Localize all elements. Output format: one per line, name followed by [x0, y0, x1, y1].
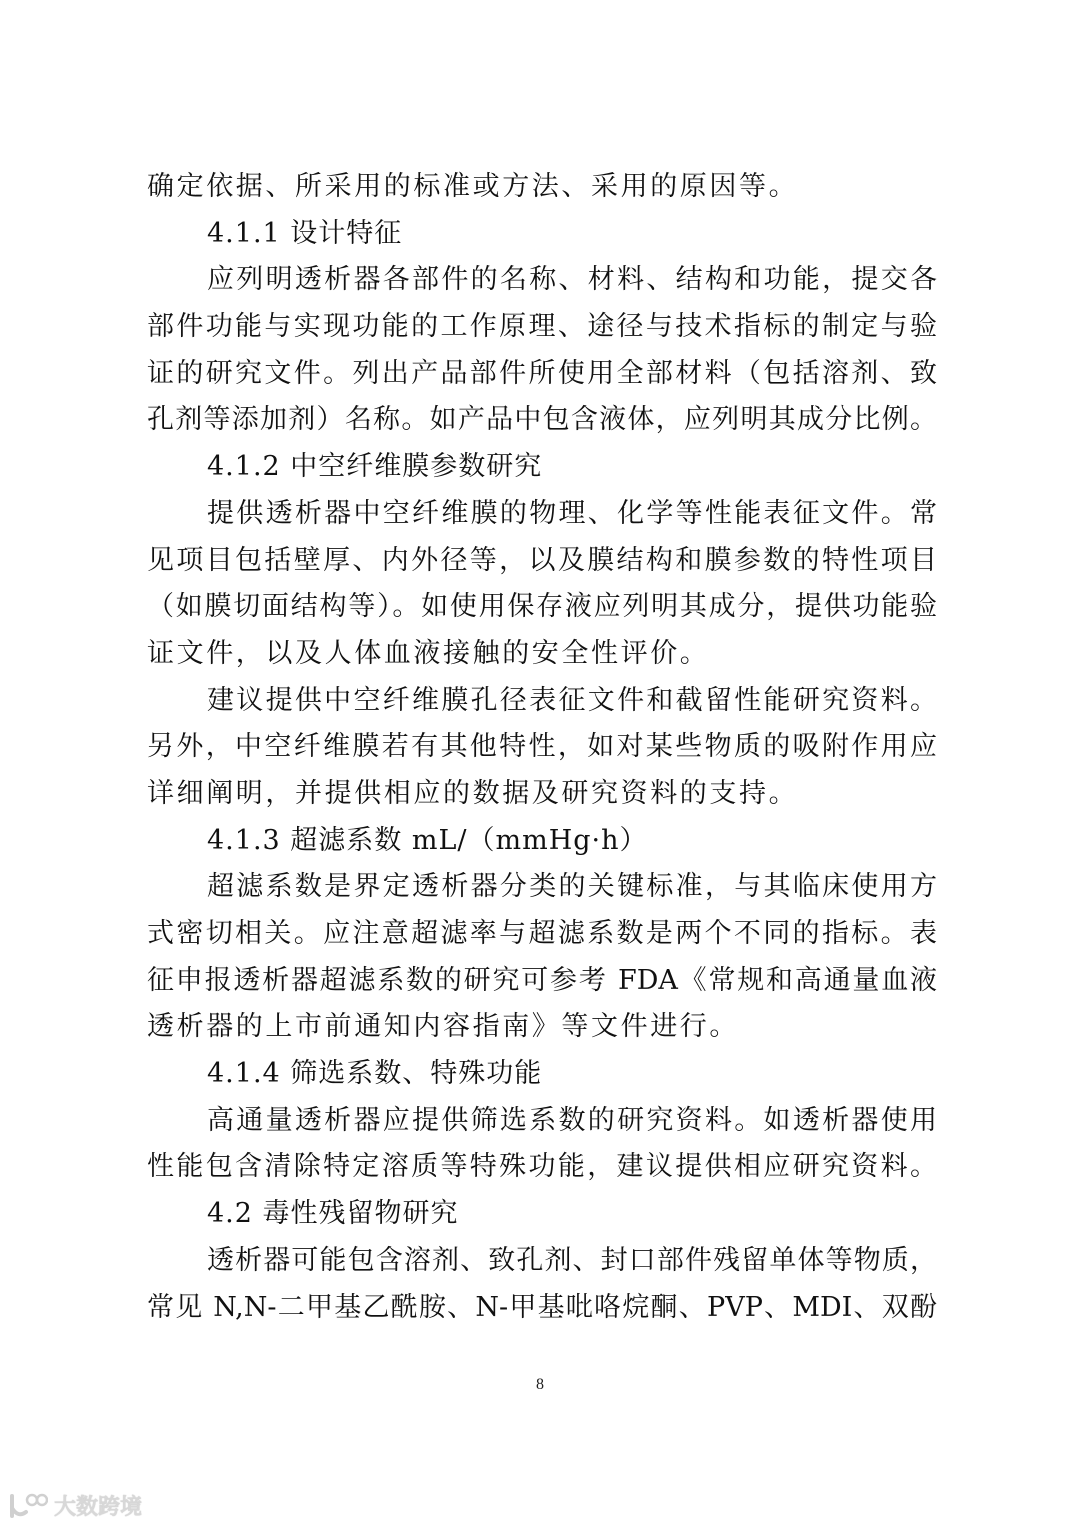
paragraph-line: 超滤系数是界定透析器分类的关键标准，与其临床使用方	[207, 871, 937, 903]
paragraph-line: 应列明透析器各部件的名称、材料、结构和功能，提交各	[207, 264, 937, 296]
document-body	[147, 164, 937, 1331]
paragraph-line: 透析器可能包含溶剂、致孔剂、封口部件残留单体等物质，	[207, 1244, 937, 1276]
paragraph-line: 见项目包括壁厚、内外径等，以及膜结构和膜参数的特性项目	[147, 544, 937, 576]
paragraph-line: 孔剂等添加剂）名称。如产品中包含液体，应列明其成分比例。	[147, 404, 937, 436]
paragraph-line: 征申报透析器超滤系数的研究可参考 FDA《常规和高通量血液	[147, 964, 937, 996]
paragraph-line: 提供透析器中空纤维膜的物理、化学等性能表征文件。常	[207, 497, 937, 529]
paragraph-line: 部件功能与实现功能的工作原理、途径与技术指标的制定与验	[147, 311, 937, 343]
paragraph-line: 证文件，以及人体血液接触的安全性评价。	[147, 637, 710, 669]
paragraph-line: 透析器的上市前通知内容指南》等文件进行。	[147, 1011, 739, 1043]
watermark	[8, 1490, 142, 1521]
section-heading-4-1-1: 4.1.1 设计特征	[207, 217, 403, 249]
paragraph-line: 详细阐明，并提供相应的数据及研究资料的支持。	[147, 777, 799, 809]
paragraph-line: 证的研究文件。列出产品部件所使用全部材料（包括溶剂、致	[147, 357, 937, 389]
paragraph-line: 式密切相关。应注意超滤率与超滤系数是两个不同的指标。表	[147, 918, 937, 949]
section-heading-4-2: 4.2 毒性残留物研究	[207, 1198, 459, 1230]
paragraph-line: 高通量透析器应提供筛选系数的研究资料。如透析器使用	[207, 1104, 937, 1136]
section-heading-4-1-4: 4.1.4 筛选系数、特殊功能	[207, 1058, 543, 1090]
paragraph-line: 建议提供中空纤维膜孔径表征文件和截留性能研究资料。	[207, 684, 937, 716]
section-heading-4-1-3: 4.1.3 超滤系数 mL/（mmHg·h）	[207, 824, 648, 856]
paragraph-line: 常见 N,N-二甲基乙酰胺、N-甲基吡咯烷酮、PVP、MDI、双酚	[147, 1291, 937, 1323]
section-heading-4-1-2: 4.1.2 中空纤维膜参数研究	[207, 451, 543, 483]
paragraph-line: 另外，中空纤维膜若有其他特性，如对某些物质的吸附作用应	[147, 731, 937, 763]
paragraph-line: 确定依据、所采用的标准或方法、采用的原因等。	[147, 171, 799, 202]
paragraph-line: （如膜切面结构等）。如使用保存液应列明其成分，提供功能验	[147, 591, 937, 623]
watermark-text: 大数跨境	[54, 1495, 143, 1520]
k100-logo-icon	[8, 1492, 48, 1520]
paragraph-line: 性能包含清除特定溶质等特殊功能，建议提供相应研究资料。	[147, 1151, 937, 1183]
page-number: 8	[536, 1376, 544, 1393]
